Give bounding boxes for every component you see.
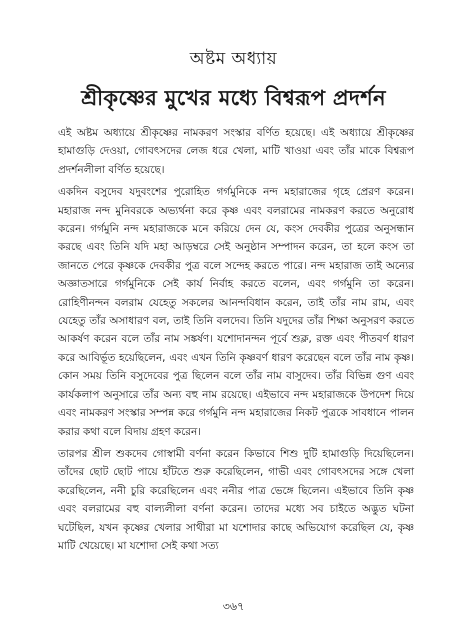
page-number: ৩৬৭ (222, 600, 245, 613)
paragraph: তারপর শ্রীল শুকদেব গোস্বামী বর্ণনা করেন কিভাবে শিশু দুটি হামাগুড়ি দিয়েছিলেন। তাঁদের ছোট ছোট পায়ে হাঁটতে শুরু করেছিলেন, গাভী এবং গোবৎসদের সঙ্গে খেলা করেছিলেন, ননী চুরি করেছিলেন এবং ননীর পাত্র ভেঙ্গে ছিলেন। এইভাবে তিনি কৃষ্ণ এবং বলরামের বহু বাল্যলীলা বর্ণনা করেন। তাদের মধ্যে সব চাইতে অদ্ভুত ঘটনা ঘটেছিল, যখন কৃষ্ণের খেলার সাথীরা মা যশোদার কাছে অভিযোগ করেছিল যে, কৃষ্ণ মাটি খেয়েছে। মা যশোদা সেই কথা সত্য (58, 447, 414, 552)
chapter-label: অষ্টম অধ্যায় (189, 49, 278, 69)
chapter-title: শ্রীকৃষ্ণের মুখের মধ্যে বিশ্বরূপ প্রদর্শন (81, 86, 386, 110)
body-text (58, 124, 414, 555)
paragraph: একদিন বসুদেব যদুবংশের পুরোহিত গর্গমুনিকে নন্দ মহারাজের গৃহে প্রেরণ করেন। মহারাজ নন্দ মুনিবরকে অভ্যর্থনা করে কৃষ্ণ এবং বলরামের নামকরণ করতে অনুরোধ করেন। গর্গমুনি নন্দ মহারাজকে মনে করিয়ে দেন যে, কংস দেবকীর পুত্রের অনুসন্ধান করছে এবং তিনি যদি মহা আড়ম্বরে সেই অনুষ্ঠান সম্পাদন করেন, তা হলে কংস তা জানতে পেরে কৃষ্ণকে দেবকীর পুত্র বলে সন্দেহ করতে পারে। নন্দ মহারাজ তাই অন্যের অজ্ঞাতসারে গর্গমুনিকে সেই কার্য নির্বাহ করতে বলেন, এবং গর্গমুনি তা করেন। রোহিণীনন্দন বলরাম যেহেতু সকলের আনন্দবিধান করেন, তাই তাঁর নাম রাম, এবং যেহেতু তাঁর অসাধারণ বল, তাই তিনি বলদেব। তিনি যদুদের তাঁর শিক্ষা অনুসরণ করতে আকর্ষণ করেন বলে তাঁর নাম সঙ্কর্ষণ। যশোদানন্দন পূর্বে শুক্ল, রক্ত এবং পীতবর্ণ ধারণ করে আবির্ভূত হয়েছিলেন, এবং এখন তিনি কৃষ্ণবর্ণ ধারণ করেছেন বলে তাঁর নাম কৃষ্ণ। কোন সময় তিনি বসুদেবের পুত্র ছিলেন বলে তাঁর নাম বাসুদেব। তাঁর বিভিন্ন গুণ এবং কার্যকলাপ অনুসারে তাঁর অন্য বহু নাম রয়েছে। এইভাবে নন্দ মহারাজকে উপদেশ দিয়ে এবং নামকরণ সংস্কার সম্পন্ন করে গর্গমুনি নন্দ মহারাজের নিকট পুত্রকে সাবধানে পালন করার কথা বলে বিদায় গ্রহণ করেন। (58, 186, 414, 438)
paragraph: এই অষ্টম অধ্যায়ে শ্রীকৃষ্ণের নামকরণ সংস্কার বর্ণিত হয়েছে। এই অধ্যায়ে শ্রীকৃষ্ণের হামাগুড়ি দেওয়া, গোবৎসদের লেজ ধরে খেলা, মাটি খাওয়া এবং তাঁর মাকে বিশ্বরূপ প্রদর্শনলীলা বর্ণিত হয়েছে। (58, 127, 414, 176)
